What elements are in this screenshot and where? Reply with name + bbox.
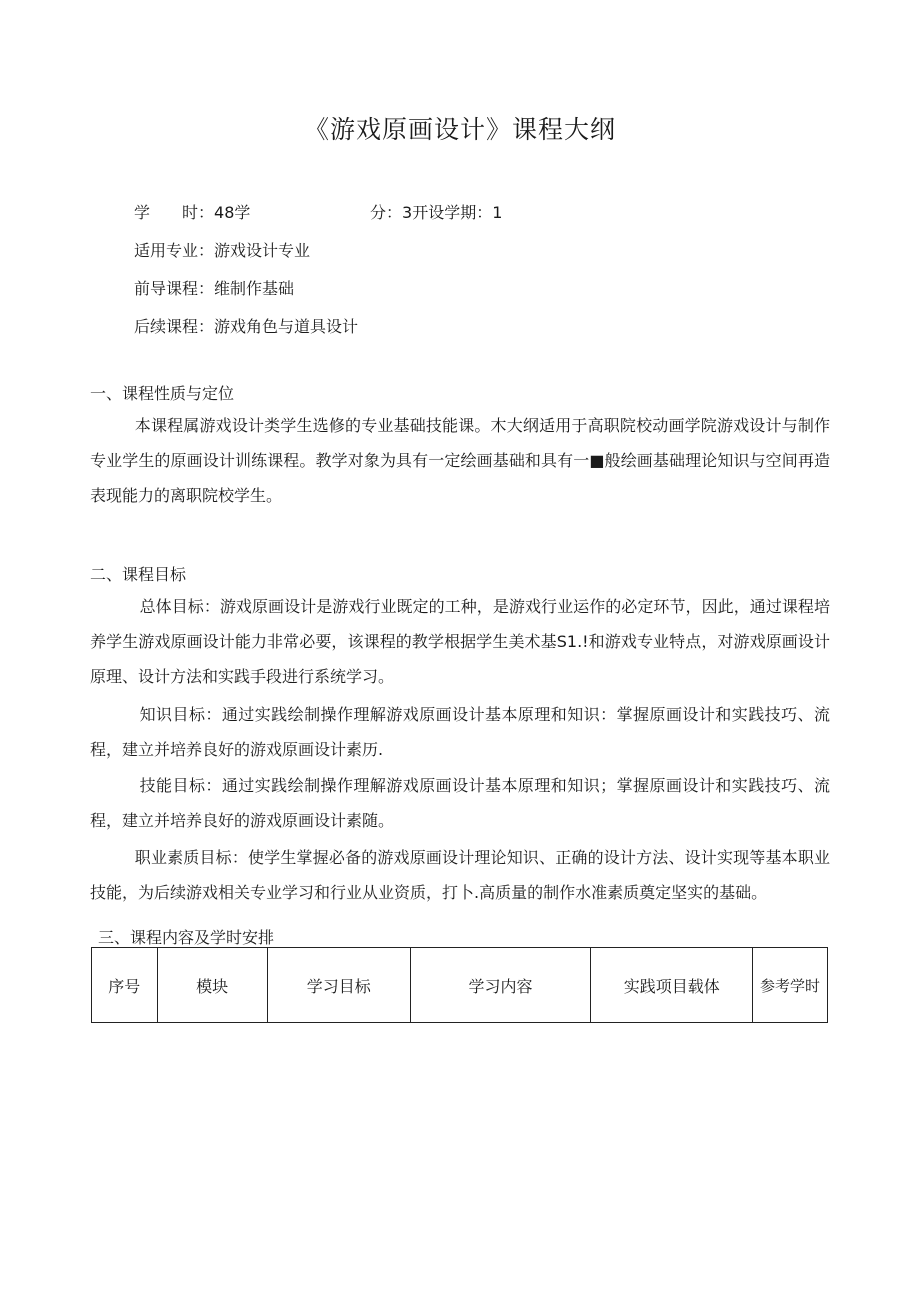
table-header-row — [92, 948, 828, 1023]
followup-value: 游戏角色与道具设计 — [214, 317, 359, 336]
prereq-value: 维制作基础 — [214, 279, 295, 298]
section2-heading: 二、课程目标 — [90, 565, 187, 584]
section3-heading: 三、课程内容及学时安排 — [98, 928, 275, 947]
course-followup — [134, 314, 358, 337]
hours-label: 学 时： — [134, 203, 215, 222]
overall-goal-paragraph: 总体目标：游戏原画设计是游戏行业既定的工种，是游戏行业运作的必定环节，因此，通过课程培养学生游戏原画设计能力非常必要，该课程的教学根据学生美术基S1.!和游戏专业特点，对游戏原画设计原理、设计方法和实践手段进行系统学习。 — [90, 597, 830, 686]
credits-label: 分： — [370, 203, 403, 222]
course-hours — [134, 200, 250, 223]
professional-goal-paragraph: 职业素质目标：使学生掌握必备的游戏原画设计理论知识、正确的设计方法、设计实现等基本职业技能，为后续游戏相关专业学习和行业从业资质，打卜.高质量的制作水准素质奠定坚实的基础。 — [90, 848, 830, 902]
col-header-practice-project: 实践项目载体 — [591, 948, 753, 1023]
col-header-index: 序号 — [92, 948, 158, 1023]
hours-value: 48学 — [214, 203, 251, 222]
section1-paragraph: 本课程属游戏设计类学生选修的专业基础技能课。木大纲适用于高职院校动画学院游戏设计与制作专业学生的原画设计训练课程。教学对象为具有一定绘画基础和具有一■般绘画基础理论知识与空间再造表现能力的离职院校学生。 — [90, 416, 830, 505]
credits-value: 3开设学期：1 — [402, 203, 503, 222]
prereq-label: 前导课程： — [134, 279, 215, 298]
col-header-module: 模块 — [157, 948, 267, 1023]
document-title: 《游戏原画设计》课程大纲 — [303, 115, 616, 144]
followup-label: 后续课程： — [134, 317, 215, 336]
course-major — [134, 238, 310, 261]
knowledge-goal-paragraph: 知识目标：通过实践绘制操作理解游戏原画设计基本原理和知识：掌握原画设计和实践技巧、流程，建立并培养良好的游戏原画设计素历. — [90, 705, 830, 759]
course-credits — [370, 200, 502, 223]
col-header-learning-content: 学习内容 — [410, 948, 591, 1023]
section1-heading: 一、课程性质与定位 — [90, 384, 235, 403]
col-header-learning-goal: 学习目标 — [267, 948, 410, 1023]
major-label: 适用专业： — [134, 241, 215, 260]
major-value: 游戏设计专业 — [214, 241, 311, 260]
col-header-reference-hours: 参考学时 — [753, 948, 828, 1023]
schedule-table — [91, 947, 828, 1023]
skill-goal-paragraph: 技能目标：通过实践绘制操作理解游戏原画设计基本原理和知识；掌握原画设计和实践技巧、流程，建立并培养良好的游戏原画设计素随。 — [90, 776, 830, 830]
course-prerequisite — [134, 276, 294, 299]
